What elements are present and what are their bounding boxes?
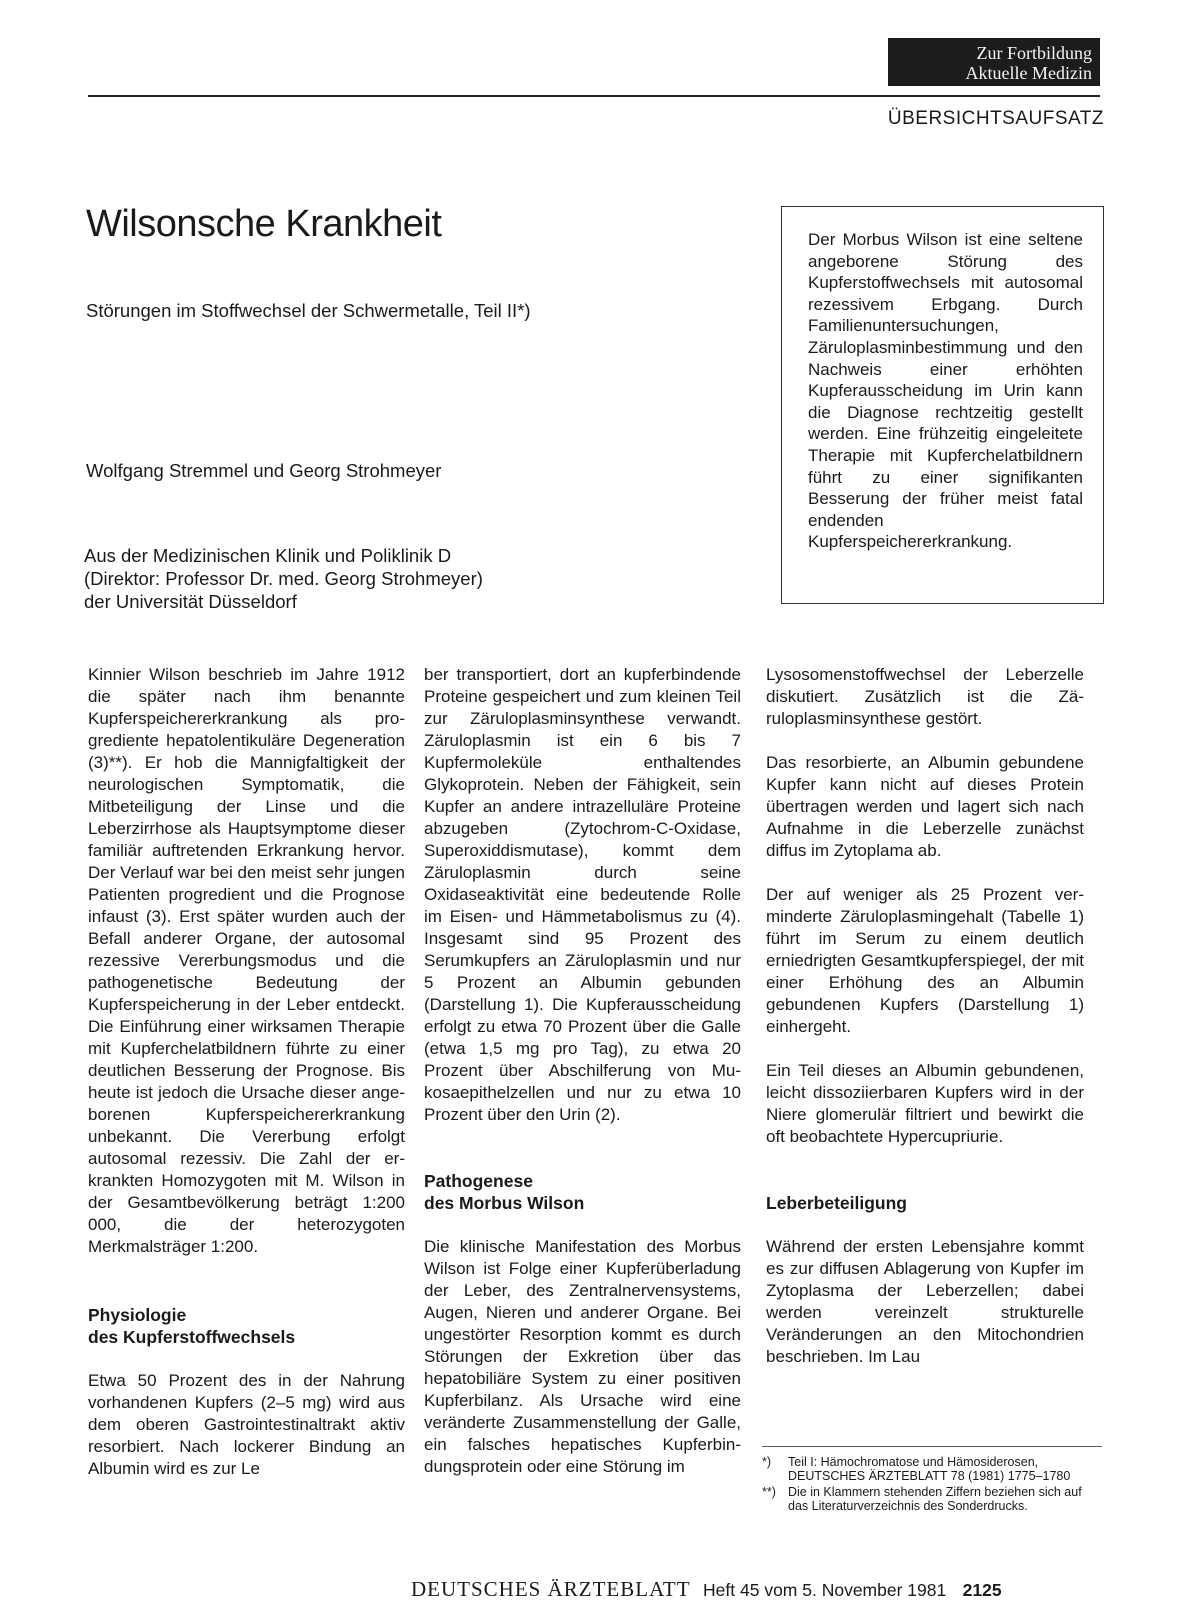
body-paragraph: Lysosomenstoffwechsel der Leberzelle diskutiert. Zusätzlich ist die Zäruloplasminsynthese gestört. [766,665,1084,728]
footnote [762,1455,1102,1483]
author-affiliation [84,544,483,613]
footnote-mark: *) [762,1455,772,1469]
section-heading: Leberbeteiligung [766,1193,907,1213]
footnote [762,1485,1102,1513]
body-paragraph: Kinnier Wilson beschrieb im Jahre 1912 die später nach ihm benannte Kupferspeichererkrankung als progrediente hepatolentikuläre Degeneration (3)**). Er hob die Mannigfaltigkeit der neurologischen Symptomatik, die Mitbeteiligung der Linse und die Leberzirrhose als Hauptsymptome dieser familiär auftretenden Erkrankung hervor. Der Verlauf war bei den meist sehr jungen Patienten progredient und die Prognose infaust (3). Erst später wurden auch der Befall anderer Organe, der autosomal rezessive Vererbungsmodus und die pathogenetische Bedeutung der Kupferspeicherung in der Leber entdeckt. Die Einführung einer wirksamen Therapie mit Kupferchelatbildnern führte zu einer deutlichen Besserung der Prognose. Bis heute ist jedoch die Ursache dieser angeborenen Kupferspeichererkrankung unbekannt. Die Vererbung erfolgt autosomal rezessiv. Die Zahl der erkrankten Homozygoten mit M. Wilson in der Gesamtbevölkerung beträgt 1:200 000, die der heterozygoten Merkmalsträger 1:200. [88,665,405,1256]
text-column-1 [88,664,405,1502]
heading-line: Pathogenese [424,1171,533,1191]
page-number: 2125 [962,1580,1002,1600]
body-paragraph: Das resorbierte, an Albumin gebundene Kupfer kann nicht auf dieses Protein übertragen werden und lagert sich nach Aufnahme in die Leberzelle zunächst diffus im Zytoplama ab. [766,753,1084,860]
section-heading [424,1170,741,1214]
affiliation-line: Aus der Medizinischen Klinik und Poliklinik D [84,545,452,566]
section-badge [888,38,1100,86]
footnote-mark: **) [762,1485,776,1499]
header-rule [88,95,1100,97]
body-paragraph: Der auf weniger als 25 Prozent verminderte Zäruloplasmingehalt (Tabelle 1) führt im Serum zu einem deutlich erniedrigten Gesamtkupferspiegel, der mit einer Erhöhung des an Albumin gebundenen Kupfers (Darstellung 1) einhergeht. [766,885,1084,1036]
affiliation-line: der Universität Düsseldorf [84,591,297,612]
article-title: Wilsonsche Krankheit [86,203,442,245]
abstract-text: Der Morbus Wilson ist eine seltene angeborene Störung des Kupferstoffwechsels mit autosomal rezessivem Erbgang. Durch Familienuntersuchungen, Zäruloplasminbestimmung und den Nachweis einer erhöhten Kupferausscheidung im Urin kann die Diagnose rechtzeitig gestellt werden. Eine frühzeitig eingeleitete Therapie mit Kupferchelatbildnern führt zu einer signifikanten Besserung der früher meist fatal endenden Kupferspeichererkrankung. [808,230,1083,552]
affiliation-line: (Direktor: Professor Dr. med. Georg Strohmeyer) [84,568,483,589]
article-authors: Wolfgang Stremmel und Georg Strohmeyer [86,460,442,481]
heading-line: des Morbus Wilson [424,1193,585,1213]
body-paragraph: Die klinische Manifestation des Morbus Wilson ist Folge einer Kupferüberladung der Leber, des Zentralnervensystems, Augen, Nieren und anderer Organe. Bei ungestörter Resorption kommt es durch Störungen der Exkretion über das hepatobiliäre System zu einer positiven Kupferbilanz. Als Ursache wird eine veränderte Zusammenstellung der Galle, ein falsches hepatisches Kupferbindungsprotein oder eine Störung im [424,1237,741,1476]
article-type-label: ÜBERSICHTSAUFSATZ [887,108,1104,129]
footnotes [762,1446,1102,1515]
text-column-2 [424,664,741,1500]
abstract-box [781,206,1104,604]
badge-line-1: Zur Fortbildung [976,43,1092,63]
body-paragraph: Während der ersten Lebensjahre kommt es zur diffusen Ablagerung von Kupfer im Zytoplasma der Leberzellen; dabei werden vereinzelt strukturelle Veränderungen an den Mitochondrien beschrieben. Im Lau [766,1237,1084,1366]
page-footer [411,1577,1101,1602]
footnote-text: Die in Klammern stehenden Ziffern beziehen sich auf das Literaturverzeichnis des Sonderdrucks. [788,1485,1082,1513]
article-subtitle: Störungen im Stoffwechsel der Schwermetalle, Teil II*) [86,300,531,321]
text-column-3 [766,664,1084,1390]
body-paragraph: Ein Teil dieses an Albumin gebundenen, leicht dissoziierbaren Kupfers wird in der Niere glomerulär filtriert und bewirkt die oft beobachtete Hypercupriurie. [766,1061,1084,1146]
heading-line: Physiologie [88,1305,187,1325]
badge-line-2: Aktuelle Medizin [965,63,1092,83]
issue-info: Heft 45 vom 5. November 1981 [703,1580,947,1600]
body-paragraph: Etwa 50 Prozent des in der Nahrung vorhandenen Kupfers (2–5 mg) wird aus dem oberen Gastrointestinaltrakt aktiv resorbiert. Nach lockerer Bindung an Albumin wird es zur Le [88,1371,405,1478]
body-paragraph: ber transportiert, dort an kupferbindende Proteine gespeichert und zum kleinen Teil zur Zäruloplasminsynthese verwandt. Zäruloplasmin ist ein 6 bis 7 Kupfermoleküle enthaltendes Glykoprotein. Neben der Fähigkeit, sein Kupfer an andere intrazelluläre Proteine abzugeben (Zytochrom-C-Oxidase, Superoxiddismutase), kommt dem Zäruloplasmin durch seine Oxidaseaktivität eine bedeutende Rolle im Eisen- und Hämmetabolismus zu (4). Insgesamt sind 95 Prozent des Serumkupfers an Zäruloplasmin und nur 5 Prozent an Albumin gebunden (Darstellung 1). Die Kupferausscheidung erfolgt zu etwa 70 Prozent über die Galle (etwa 1,5 mg pro Tag), zu etwa 20 Prozent über Abschilferung von Mukosaepithelzellen und nur zu etwa 10 Prozent über den Urin (2). [424,665,741,1124]
footnote-text: Teil I: Hämochromatose und Hämosiderosen, DEUTSCHES ÄRZTEBLATT 78 (1981) 1775–1780 [788,1455,1071,1483]
journal-name: DEUTSCHES ÄRZTEBLATT [411,1577,691,1601]
heading-line: des Kupferstoffwechsels [88,1327,296,1347]
section-heading [88,1304,405,1348]
